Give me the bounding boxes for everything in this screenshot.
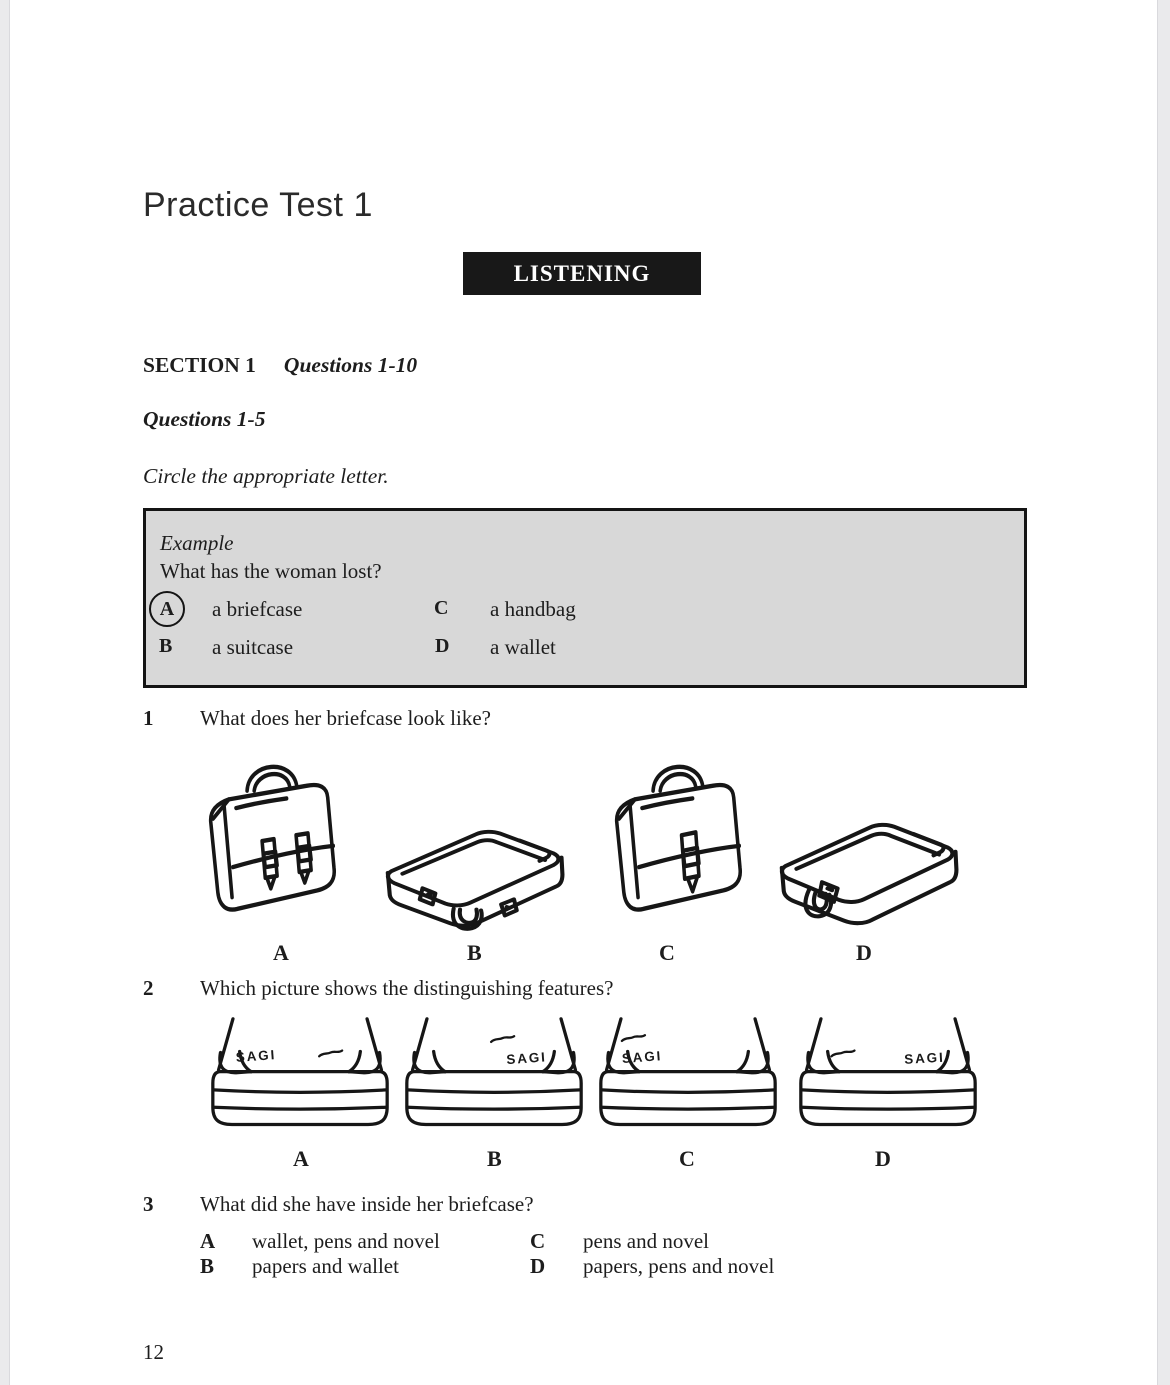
page-edge-right [1157,0,1170,1385]
question-2-picture-d[interactable] [797,1016,979,1136]
case-bottom-scratch-left-sagi-right-icon [797,1016,979,1136]
question-2-picture-b[interactable] [403,1016,585,1136]
attache-case-front-handle-icon [375,808,567,936]
page-edge-left [0,0,10,1385]
page-number: 12 [143,1340,164,1364]
question-3-option-letter-d[interactable]: D [530,1254,546,1278]
question-1-number: 1 [143,706,154,730]
question-3-option-letter-b[interactable]: B [200,1254,215,1278]
sagi-brand-text: SAGI [505,1049,548,1068]
question-2-picture-a[interactable] [209,1016,391,1136]
question-1-label-d[interactable]: D [856,940,872,965]
listening-banner: LISTENING [463,252,701,295]
question-1-label-a[interactable]: A [273,940,289,965]
instruction-text: Circle the appropriate letter. [143,464,389,488]
question-1-text: What does her briefcase look like? [200,706,491,730]
briefcase-two-straps-icon [187,750,353,934]
example-option-text: a handbag [490,597,576,621]
question-1-label-b[interactable]: B [467,940,482,965]
example-option-text: a briefcase [212,597,303,621]
question-1-picture-d[interactable] [769,800,961,934]
sagi-brand-text: SAGI [621,1048,663,1067]
sagi-brand-text: SAGI [903,1049,946,1067]
attache-case-left-handle-icon [769,800,961,934]
example-option-text: a suitcase [212,635,294,659]
page-title: Practice Test 1 [143,186,373,224]
document-page [11,0,1156,1385]
question-3-option-text-b: papers and wallet [252,1254,399,1278]
section-heading: SECTION 1 [143,353,256,377]
example-option-text: a wallet [490,635,556,659]
example-option-letter-circled[interactable]: A [149,591,185,627]
question-3-option-text-d: papers, pens and novel [583,1254,775,1278]
question-2-label-c[interactable]: C [679,1146,695,1171]
example-label: Example [160,531,234,555]
question-2-label-d[interactable]: D [875,1146,891,1171]
subsection-question-range: Questions 1-5 [143,407,266,431]
question-3-text: What did she have inside her briefcase? [200,1192,534,1216]
briefcase-one-strap-icon [593,750,759,934]
case-bottom-sagi-left-scratch-right-icon [209,1016,391,1136]
question-3-option-letter-c[interactable]: C [530,1229,546,1253]
question-1-picture-a[interactable] [187,750,353,934]
question-3-option-text-a: wallet, pens and novel [252,1229,440,1253]
question-2-picture-c[interactable] [597,1016,779,1136]
example-option-letter[interactable]: B [159,635,173,657]
question-3-option-text-c: pens and novel [583,1229,709,1253]
example-option-letter[interactable]: C [434,597,449,619]
section-heading-row [143,353,417,378]
question-3-number: 3 [143,1192,154,1216]
question-2-text: Which picture shows the distinguishing features? [200,976,614,1000]
sagi-brand-text: SAGI [235,1047,277,1065]
example-question: What has the woman lost? [160,559,382,583]
question-1-picture-b[interactable] [375,808,567,936]
question-2-label-a[interactable]: A [293,1146,309,1171]
section-question-range: Questions 1-10 [283,353,418,377]
case-bottom-scratch-above-sagi-right-icon [403,1016,585,1136]
question-3-option-letter-a[interactable]: A [200,1229,216,1253]
question-1-picture-c[interactable] [593,750,759,934]
question-2-label-b[interactable]: B [487,1146,502,1171]
question-2-number: 2 [143,976,154,1000]
question-1-label-c[interactable]: C [659,940,675,965]
case-bottom-scratch-above-sagi-left-icon [597,1016,779,1136]
example-box [143,508,1027,688]
example-option-letter[interactable]: D [435,635,450,657]
